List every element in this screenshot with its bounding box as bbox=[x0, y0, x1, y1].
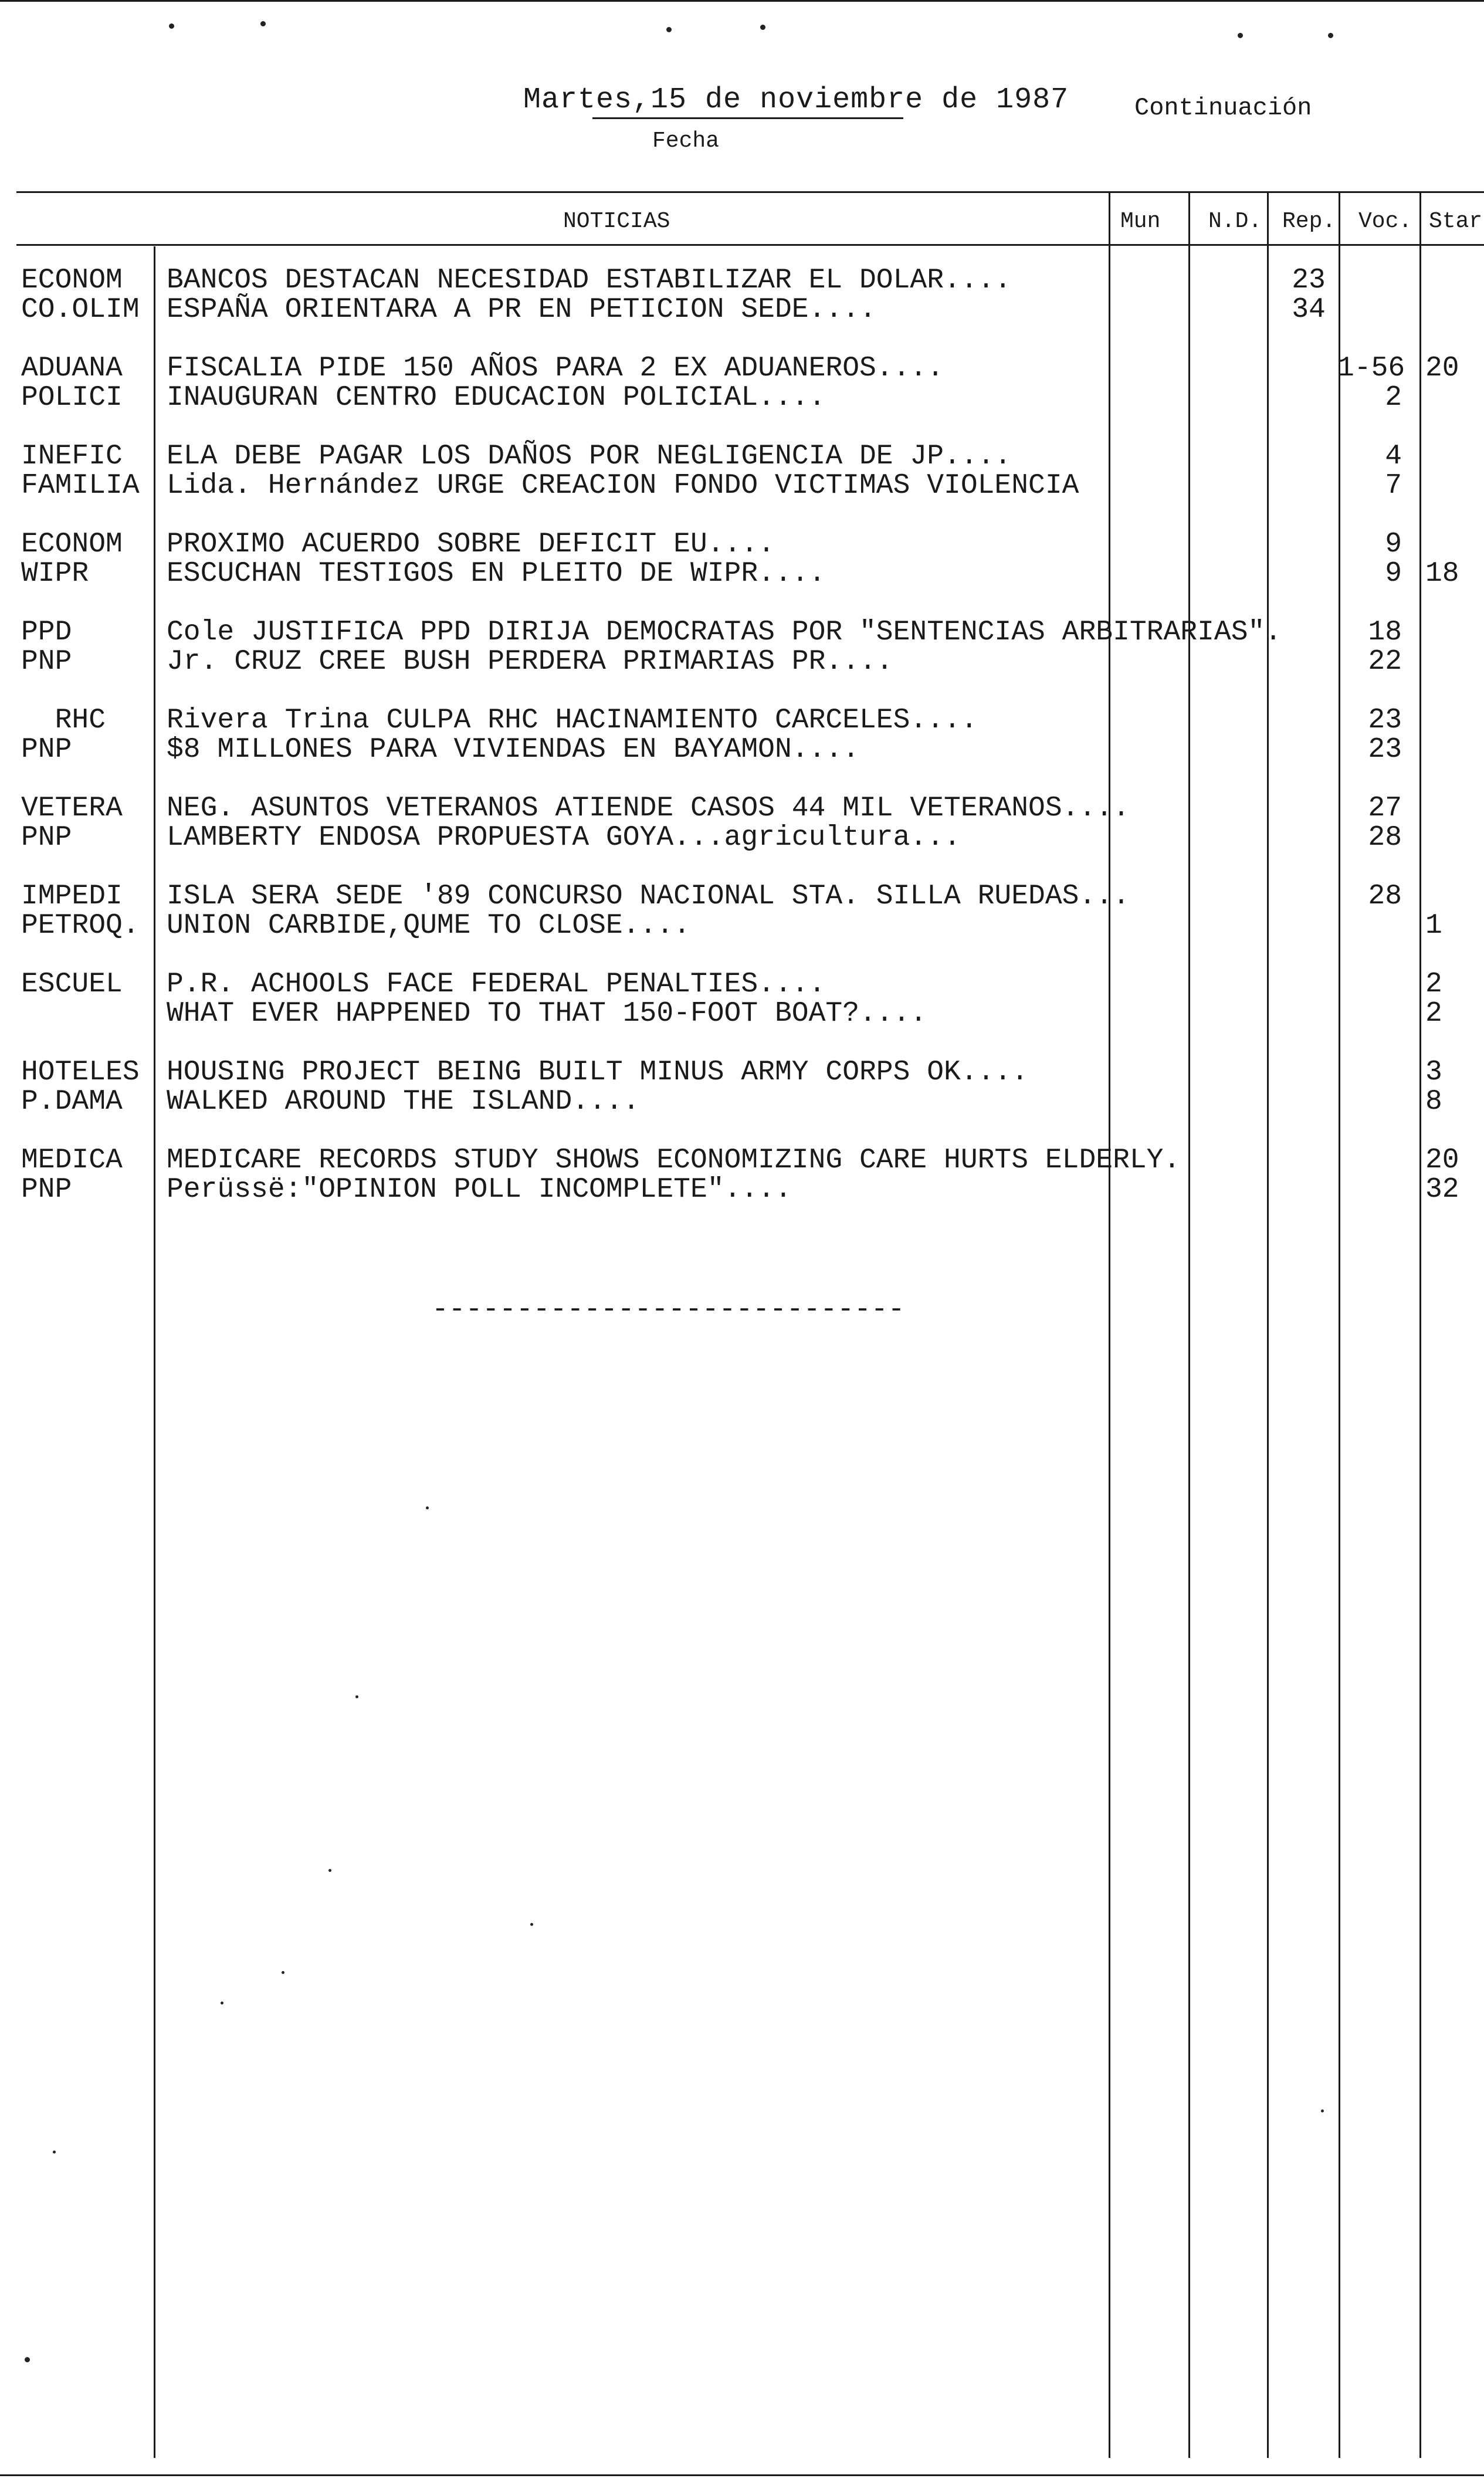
row-star-value: 8 bbox=[1425, 1086, 1442, 1118]
row-star-value: 1 bbox=[1425, 910, 1442, 942]
row-headline: Jr. CRUZ CREE BUSH PERDERA PRIMARIAS PR.... bbox=[167, 646, 893, 678]
scan-speck bbox=[355, 1695, 358, 1698]
row-category: INEFIC bbox=[21, 441, 123, 472]
row-category: PETROQ. bbox=[21, 910, 140, 942]
row-voc-value: 18 bbox=[1368, 617, 1402, 648]
date-underline bbox=[592, 117, 903, 119]
column-divider-star bbox=[1419, 191, 1421, 2458]
scan-speck bbox=[260, 21, 266, 26]
scan-speck bbox=[25, 2357, 30, 2362]
row-headline: Cole JUSTIFICA PPD DIRIJA DEMOCRATAS POR "SENTENCIAS ARBITRARIAS". bbox=[167, 617, 1282, 648]
row-headline: Rivera Trina CULPA RHC HACINAMIENTO CARCELES.... bbox=[167, 705, 978, 736]
column-divider-mun bbox=[1109, 191, 1110, 2458]
scan-speck bbox=[426, 1506, 429, 1509]
row-category: ECONOM bbox=[21, 529, 123, 560]
row-star-value: 32 bbox=[1425, 1174, 1459, 1206]
row-rep-value: 34 bbox=[1292, 294, 1326, 326]
row-category: PPD bbox=[21, 617, 72, 648]
continuation-label: Continuación bbox=[1134, 94, 1312, 122]
row-category: MEDICA bbox=[21, 1145, 123, 1176]
row-headline: Perüssë:"OPINION POLL INCOMPLETE".... bbox=[167, 1174, 792, 1206]
row-category: ECONOM bbox=[21, 265, 123, 296]
row-headline: LAMBERTY ENDOSA PROPUESTA GOYA...agricultura... bbox=[167, 822, 961, 854]
row-category: ESCUEL bbox=[21, 969, 123, 1000]
scan-speck bbox=[328, 1869, 331, 1872]
row-star-value: 3 bbox=[1425, 1057, 1442, 1088]
row-star-value: 18 bbox=[1425, 558, 1459, 590]
scan-speck bbox=[282, 1971, 284, 1974]
row-category: WIPR bbox=[21, 558, 89, 590]
date-caption: Fecha bbox=[652, 128, 720, 154]
column-header-rep: Rep. bbox=[1282, 209, 1336, 234]
row-category: PNP bbox=[21, 734, 72, 766]
row-category: P.DAMA bbox=[21, 1086, 123, 1118]
row-voc-value: 23 bbox=[1368, 705, 1402, 736]
row-headline: Lida. Hernández URGE CREACION FONDO VICTIMAS VIOLENCIA bbox=[167, 470, 1079, 502]
row-category: PNP bbox=[21, 1174, 72, 1206]
row-category: FAMILIA bbox=[21, 470, 140, 502]
top-edge-line bbox=[0, 0, 1484, 2]
report-date: Martes,15 de noviembre de 1987 bbox=[523, 83, 1069, 117]
row-star-value: 20 bbox=[1425, 353, 1459, 384]
row-headline: WHAT EVER HAPPENED TO THAT 150-FOOT BOAT?.... bbox=[167, 998, 927, 1030]
row-headline: ELA DEBE PAGAR LOS DAÑOS POR NEGLIGENCIA DE JP.... bbox=[167, 441, 1012, 472]
column-header-noticias: NOTICIAS bbox=[563, 209, 670, 234]
row-headline: ESPAÑA ORIENTARA A PR EN PETICION SEDE.... bbox=[167, 294, 876, 326]
column-header-mun: Mun bbox=[1120, 209, 1161, 234]
row-voc-value: 27 bbox=[1368, 793, 1402, 824]
column-divider-rep bbox=[1267, 191, 1269, 2458]
scan-speck bbox=[1328, 33, 1333, 38]
scan-speck bbox=[169, 23, 174, 29]
row-category: ADUANA bbox=[21, 353, 123, 384]
row-headline: FISCALIA PIDE 150 AÑOS PARA 2 EX ADUANEROS.... bbox=[167, 353, 944, 384]
scan-speck bbox=[530, 1923, 533, 1926]
scan-speck bbox=[1321, 2109, 1324, 2112]
column-header-star: Star bbox=[1429, 209, 1483, 234]
row-headline: ESCUCHAN TESTIGOS EN PLEITO DE WIPR.... bbox=[167, 558, 826, 590]
footer-dash-rule: ---------------------------- bbox=[432, 1294, 905, 1326]
bottom-edge-line bbox=[0, 2474, 1484, 2476]
scan-speck bbox=[221, 2002, 223, 2004]
row-category: RHC bbox=[21, 705, 106, 736]
row-voc-value: 22 bbox=[1368, 646, 1402, 678]
row-voc-value: 2 bbox=[1385, 382, 1402, 414]
row-voc-value: 1-56 bbox=[1337, 353, 1405, 384]
row-star-value: 2 bbox=[1425, 969, 1442, 1000]
row-category: POLICI bbox=[21, 382, 123, 414]
row-headline: MEDICARE RECORDS STUDY SHOWS ECONOMIZING CARE HURTS ELDERLY. bbox=[167, 1145, 1181, 1176]
row-headline: HOUSING PROJECT BEING BUILT MINUS ARMY CORPS OK.... bbox=[167, 1057, 1029, 1088]
row-voc-value: 28 bbox=[1368, 822, 1402, 854]
row-category: VETERA bbox=[21, 793, 123, 824]
row-headline: PROXIMO ACUERDO SOBRE DEFICIT EU.... bbox=[167, 529, 775, 560]
row-category: PNP bbox=[21, 646, 72, 678]
row-headline: WALKED AROUND THE ISLAND.... bbox=[167, 1086, 640, 1118]
row-category: HOTELES bbox=[21, 1057, 140, 1088]
row-headline: P.R. ACHOOLS FACE FEDERAL PENALTIES.... bbox=[167, 969, 826, 1000]
row-headline: $8 MILLONES PARA VIVIENDAS EN BAYAMON.... bbox=[167, 734, 859, 766]
row-voc-value: 4 bbox=[1385, 441, 1402, 472]
column-divider-category bbox=[154, 246, 155, 2458]
row-voc-value: 9 bbox=[1385, 558, 1402, 590]
row-category: CO.OLIM bbox=[21, 294, 140, 326]
row-voc-value: 9 bbox=[1385, 529, 1402, 560]
column-header-voc: Voc. bbox=[1358, 209, 1412, 234]
table-header-top-rule bbox=[16, 191, 1484, 193]
row-voc-value: 23 bbox=[1368, 734, 1402, 766]
row-category: IMPEDI bbox=[21, 881, 123, 912]
row-headline: UNION CARBIDE,QUME TO CLOSE.... bbox=[167, 910, 690, 942]
column-header-nd: N.D. bbox=[1208, 209, 1262, 234]
scan-speck bbox=[1238, 33, 1243, 38]
table-header-bottom-rule bbox=[16, 244, 1484, 246]
row-headline: ISLA SERA SEDE '89 CONCURSO NACIONAL STA. SILLA RUEDAS... bbox=[167, 881, 1130, 912]
row-headline: NEG. ASUNTOS VETERANOS ATIENDE CASOS 44 MIL VETERANOS.... bbox=[167, 793, 1130, 824]
row-star-value: 20 bbox=[1425, 1145, 1459, 1176]
row-headline: BANCOS DESTACAN NECESIDAD ESTABILIZAR EL DOLAR.... bbox=[167, 265, 1012, 296]
scan-speck bbox=[53, 2151, 56, 2153]
row-category: PNP bbox=[21, 822, 72, 854]
scan-speck bbox=[760, 25, 765, 30]
row-voc-value: 7 bbox=[1385, 470, 1402, 502]
scan-speck bbox=[666, 27, 672, 32]
row-star-value: 2 bbox=[1425, 998, 1442, 1030]
column-divider-nd bbox=[1188, 191, 1190, 2458]
row-voc-value: 28 bbox=[1368, 881, 1402, 912]
row-rep-value: 23 bbox=[1292, 265, 1326, 296]
row-headline: INAUGURAN CENTRO EDUCACION POLICIAL.... bbox=[167, 382, 826, 414]
